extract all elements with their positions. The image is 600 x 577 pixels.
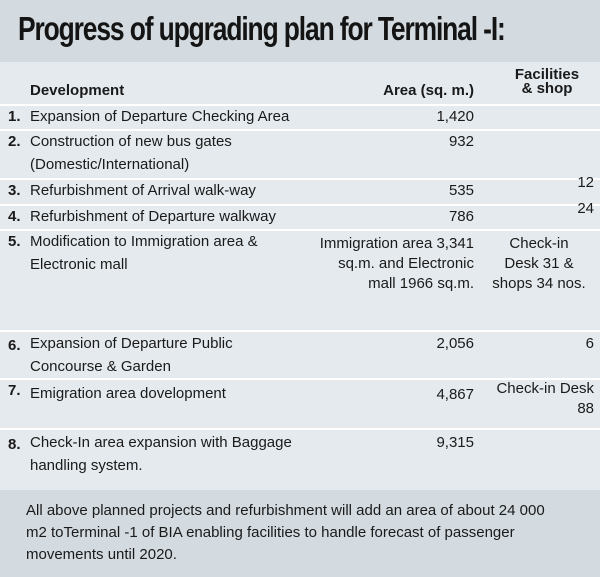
page-title: Progress of upgrading plan for Terminal -I:	[18, 10, 505, 47]
footer-note	[0, 490, 600, 577]
row-area: 786	[448, 208, 474, 225]
row-area	[300, 234, 474, 294]
row-development: Expansion of Departure Checking Area	[30, 108, 290, 125]
row-facilities	[484, 379, 594, 419]
row-number: 8.	[8, 436, 21, 453]
footer-line: m2 toTerminal -1 of BIA enabling facilities to handle forecast of passenger	[26, 524, 515, 541]
table-row	[0, 331, 600, 378]
row-area: 1,420	[436, 108, 474, 125]
footer-line: movements until 2020.	[26, 546, 177, 563]
row-number: 5.	[8, 233, 21, 250]
row-facilities: 24	[577, 200, 594, 217]
row-development	[30, 431, 320, 477]
row-facilities-line: 88	[577, 400, 594, 417]
header-facilities	[505, 68, 589, 96]
row-number: 7.	[8, 382, 21, 399]
row-number: 2.	[8, 133, 21, 150]
row-development-line: Expansion of Departure Public	[30, 335, 233, 352]
row-development-line: Construction of new bus gates	[30, 133, 232, 150]
row-facilities-line: Desk 31 &	[504, 255, 574, 272]
table-row	[0, 429, 600, 490]
header-facilities-line1: Facilities	[514, 66, 580, 83]
row-area: 2,056	[436, 335, 474, 352]
table-row	[0, 105, 600, 129]
row-area-line: Immigration area 3,341	[319, 235, 474, 252]
header-development: Development	[30, 82, 125, 99]
row-development: Emigration area dovelopment	[30, 385, 226, 402]
row-facilities-line: Check-in Desk	[496, 380, 594, 397]
row-number: 3.	[8, 182, 21, 199]
row-area-line: sq.m. and Electronic	[338, 255, 474, 272]
footer-line: All above planned projects and refurbishment will add an area of about 24 000	[26, 502, 545, 519]
row-facilities-line: Check-in	[509, 235, 569, 252]
row-area-line: mall 1966 sq.m.	[368, 275, 474, 292]
row-area: 535	[448, 182, 474, 199]
row-development	[30, 130, 320, 176]
row-development-line: Modification to Immigration area &	[30, 233, 258, 250]
row-development-line: Electronic mall	[30, 256, 128, 273]
row-facilities: 6	[585, 335, 594, 352]
table-row	[0, 230, 600, 330]
table-row	[0, 200, 600, 229]
row-development	[30, 230, 320, 276]
row-facilities	[484, 234, 594, 294]
footer-text	[26, 500, 586, 566]
row-number: 1.	[8, 108, 21, 125]
row-development: Refurbishment of Departure walkway	[30, 208, 276, 225]
header-facilities-line2: & shop	[521, 80, 573, 97]
row-development: Refurbishment of Arrival walk-way	[30, 182, 256, 199]
row-facilities-line: shops 34 nos.	[492, 275, 586, 292]
row-development-line: Concourse & Garden	[30, 358, 171, 375]
table-row	[0, 379, 600, 428]
row-area: 9,315	[436, 434, 474, 451]
row-development	[30, 332, 320, 378]
row-number: 4.	[8, 208, 21, 225]
row-development-line: handling system.	[30, 457, 143, 474]
row-area: 932	[448, 133, 474, 150]
row-development-line: Check-In area expansion with Baggage	[30, 434, 292, 451]
header-area: Area (sq. m.)	[383, 82, 474, 99]
row-facilities: 12	[577, 174, 594, 191]
row-area: 4,867	[436, 386, 474, 403]
row-number: 6.	[8, 337, 21, 354]
title-bar	[0, 0, 600, 62]
row-development-line: (Domestic/International)	[30, 156, 190, 173]
table-row	[0, 130, 600, 178]
